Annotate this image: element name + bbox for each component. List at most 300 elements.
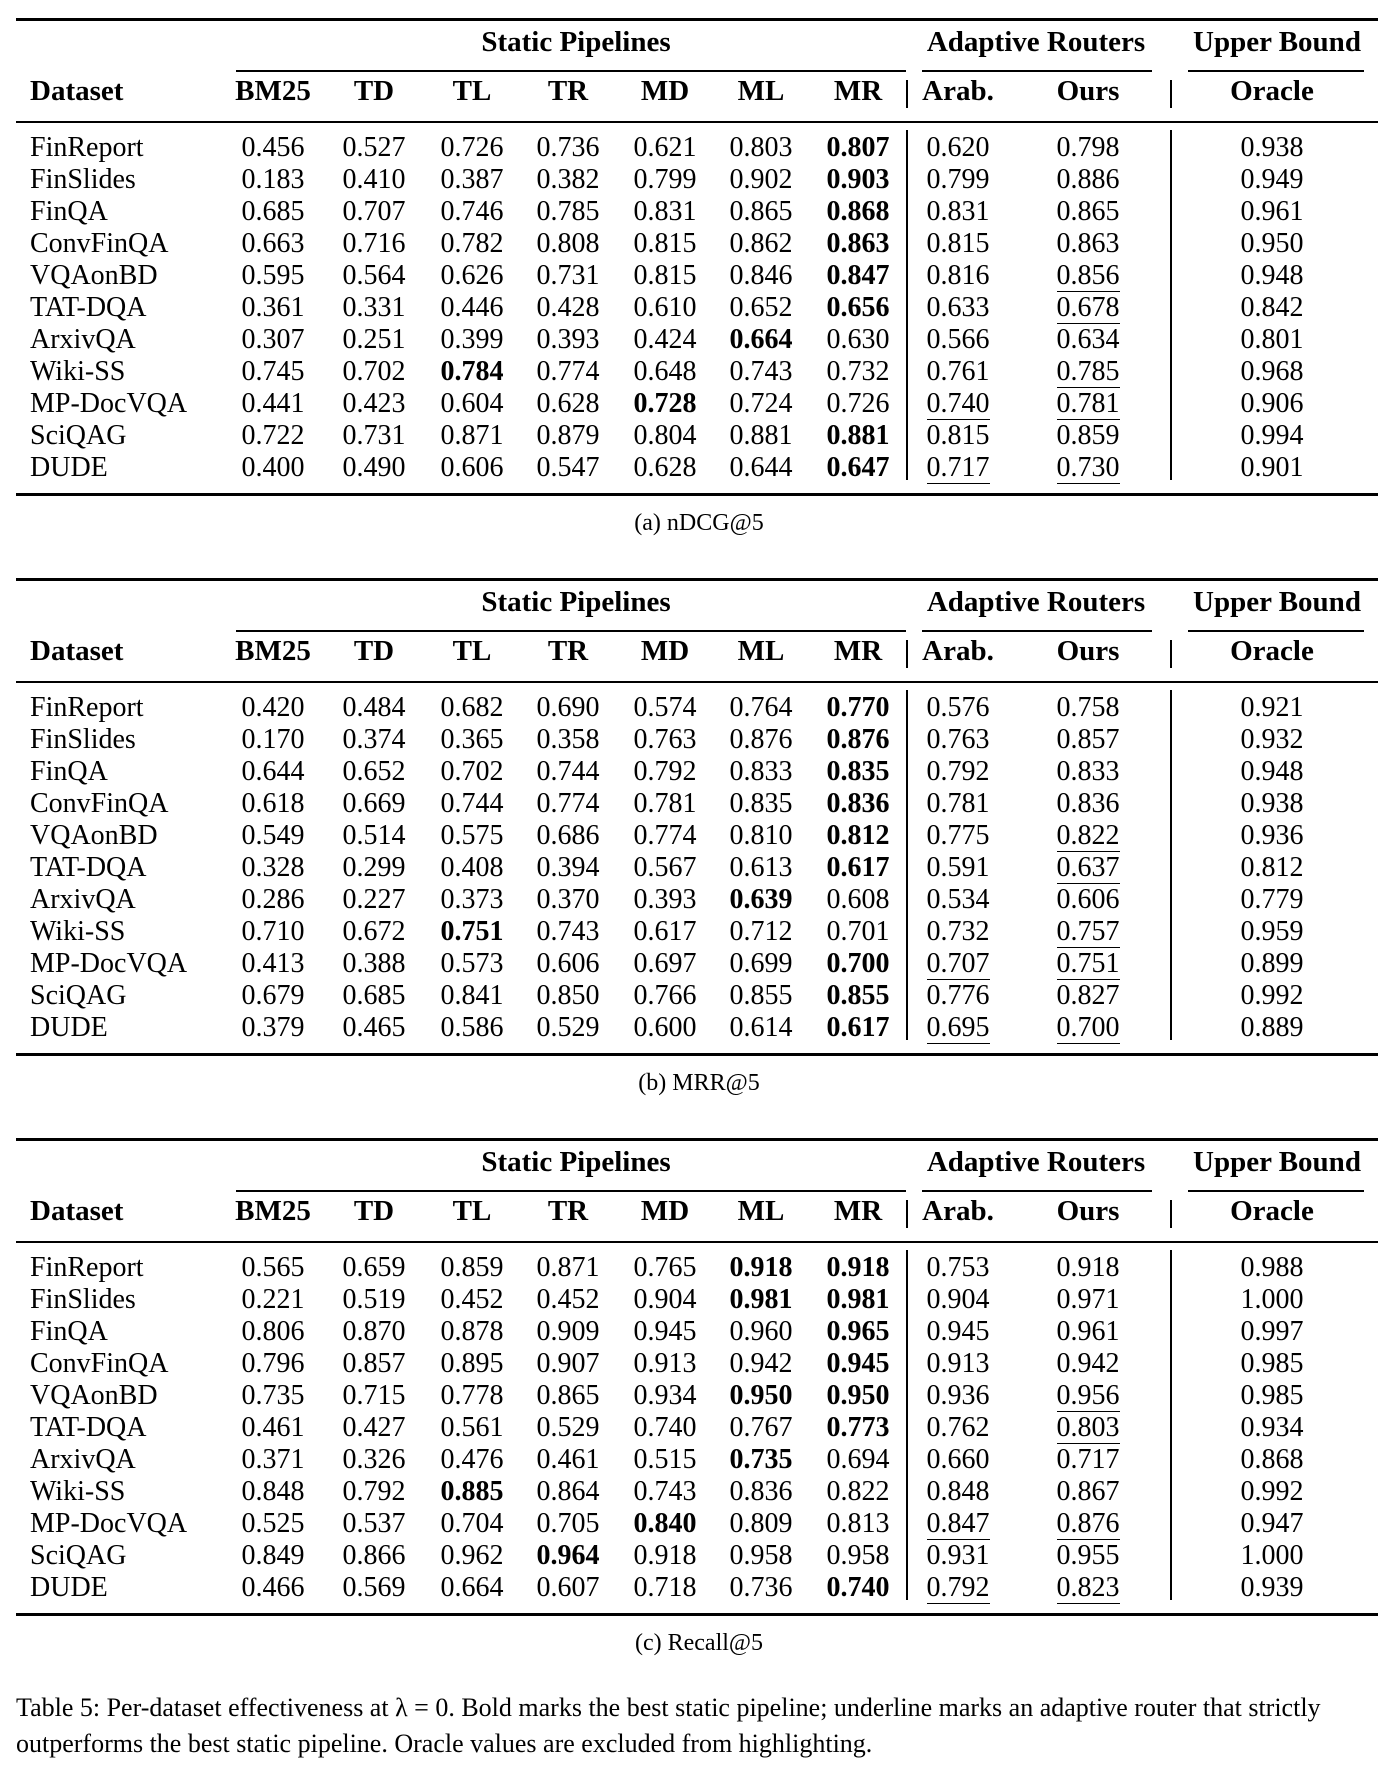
dataset-name: FinReport (30, 692, 144, 723)
cell-ours: 0.730 (1056, 452, 1120, 483)
cell-tr: 0.774 (536, 356, 600, 387)
cell-ml: 0.865 (729, 196, 793, 227)
cell-ml: 0.862 (729, 228, 793, 259)
cell-oracle: 0.899 (1240, 948, 1304, 979)
group-upper-bound: Upper Bound (1193, 586, 1361, 618)
cell-ml: 0.743 (729, 356, 793, 387)
table-row (16, 1284, 1378, 1316)
cell-ml: 0.712 (729, 916, 793, 947)
cell-oracle: 0.985 (1240, 1348, 1304, 1379)
col-header-td: TD (353, 1195, 395, 1227)
top-rule (16, 18, 1378, 21)
cell-md: 0.610 (633, 292, 697, 323)
cell-arab: 0.815 (926, 420, 990, 451)
cell-tr: 0.774 (536, 788, 600, 819)
cell-ours: 0.827 (1056, 980, 1120, 1011)
cell-bm25: 0.710 (241, 916, 305, 947)
cell-td: 0.685 (342, 980, 406, 1011)
cell-oracle: 0.938 (1240, 132, 1304, 163)
cell-ml: 0.881 (729, 420, 793, 451)
cell-ours: 0.823 (1056, 1572, 1120, 1603)
cell-td: 0.484 (342, 692, 406, 723)
cell-tl: 0.446 (440, 292, 504, 323)
col-header-md: MD (640, 1195, 690, 1227)
table-row (16, 1444, 1378, 1476)
cell-bm25: 0.849 (241, 1540, 305, 1571)
cell-bm25: 0.456 (241, 132, 305, 163)
cell-mr: 0.950 (826, 1380, 890, 1411)
header-rule (16, 121, 1378, 123)
cell-md: 0.815 (633, 260, 697, 291)
cell-ml: 0.644 (729, 452, 793, 483)
cell-tl: 0.746 (440, 196, 504, 227)
subtable-caption: (b) MRR@5 (638, 1070, 760, 1096)
cell-td: 0.388 (342, 948, 406, 979)
cell-tl: 0.408 (440, 852, 504, 883)
cell-ml: 0.981 (729, 1284, 793, 1315)
cell-md: 0.740 (633, 1412, 697, 1443)
dataset-name: FinSlides (30, 724, 136, 755)
cell-mr: 0.822 (826, 1476, 890, 1507)
cell-ours: 0.781 (1056, 388, 1120, 419)
cell-ml: 0.664 (729, 324, 793, 355)
cell-ml: 0.809 (729, 1508, 793, 1539)
cell-bm25: 0.735 (241, 1380, 305, 1411)
header-separator-1 (1170, 80, 1172, 108)
cell-td: 0.251 (342, 324, 406, 355)
cell-tl: 0.452 (440, 1284, 504, 1315)
table-row (16, 692, 1378, 724)
group-adaptive-routers: Adaptive Routers (926, 26, 1146, 58)
cell-md: 0.934 (633, 1380, 697, 1411)
cell-tr: 0.547 (536, 452, 600, 483)
cell-ml: 0.699 (729, 948, 793, 979)
cell-ours: 0.961 (1056, 1316, 1120, 1347)
table-row (16, 852, 1378, 884)
cell-td: 0.527 (342, 132, 406, 163)
cell-td: 0.652 (342, 756, 406, 787)
group-underline-2 (1188, 630, 1364, 632)
cell-md: 0.804 (633, 420, 697, 451)
cell-arab: 0.591 (926, 852, 990, 883)
col-header-tr: TR (547, 1195, 589, 1227)
cell-ml: 0.836 (729, 1476, 793, 1507)
cell-md: 0.567 (633, 852, 697, 883)
dataset-name: ConvFinQA (30, 1348, 169, 1379)
cell-tl: 0.784 (440, 356, 504, 387)
cell-arab: 0.707 (926, 948, 990, 979)
cell-ml: 0.902 (729, 164, 793, 195)
cell-oracle: 0.779 (1240, 884, 1304, 915)
cell-arab: 0.566 (926, 324, 990, 355)
dataset-name: Wiki-SS (30, 1476, 126, 1507)
cell-oracle: 0.985 (1240, 1380, 1304, 1411)
cell-mr: 0.732 (826, 356, 890, 387)
dataset-name: MP-DocVQA (30, 948, 188, 979)
cell-td: 0.537 (342, 1508, 406, 1539)
cell-tr: 0.628 (536, 388, 600, 419)
cell-ours: 0.803 (1056, 1412, 1120, 1443)
group-adaptive-routers: Adaptive Routers (926, 586, 1146, 618)
cell-ours: 0.822 (1056, 820, 1120, 851)
cell-tl: 0.778 (440, 1380, 504, 1411)
cell-arab: 0.815 (926, 228, 990, 259)
dataset-name: ConvFinQA (30, 228, 169, 259)
cell-tr: 0.690 (536, 692, 600, 723)
cell-arab: 0.848 (926, 1476, 990, 1507)
cell-oracle: 0.906 (1240, 388, 1304, 419)
col-header-dataset: Dataset (30, 75, 124, 107)
cell-tr: 0.529 (536, 1012, 600, 1043)
dataset-name: FinQA (30, 196, 108, 227)
table-row (16, 324, 1378, 356)
cell-ours: 0.700 (1056, 1012, 1120, 1043)
cell-md: 0.766 (633, 980, 697, 1011)
col-header-tr: TR (547, 75, 589, 107)
cell-arab: 0.775 (926, 820, 990, 851)
cell-bm25: 0.745 (241, 356, 305, 387)
cell-md: 0.913 (633, 1348, 697, 1379)
table-row (16, 916, 1378, 948)
cell-md: 0.904 (633, 1284, 697, 1315)
cell-ours: 0.863 (1056, 228, 1120, 259)
table-row (16, 1508, 1378, 1540)
cell-mr: 0.863 (826, 228, 890, 259)
cell-tl: 0.726 (440, 132, 504, 163)
cell-tl: 0.859 (440, 1252, 504, 1283)
col-header-oracle: Oracle (1230, 75, 1314, 107)
cell-bm25: 0.618 (241, 788, 305, 819)
subtable-a (16, 18, 1378, 483)
cell-md: 0.728 (633, 388, 697, 419)
cell-oracle: 0.992 (1240, 1476, 1304, 1507)
cell-oracle: 0.868 (1240, 1444, 1304, 1475)
cell-mr: 0.945 (826, 1348, 890, 1379)
top-rule (16, 1138, 1378, 1141)
table-row (16, 884, 1378, 916)
dataset-name: DUDE (30, 1012, 108, 1043)
dataset-name: TAT-DQA (30, 292, 147, 323)
cell-arab: 0.660 (926, 1444, 990, 1475)
cell-arab: 0.620 (926, 132, 990, 163)
cell-arab: 0.847 (926, 1508, 990, 1539)
cell-bm25: 0.679 (241, 980, 305, 1011)
cell-bm25: 0.371 (241, 1444, 305, 1475)
cell-oracle: 0.949 (1240, 164, 1304, 195)
cell-oracle: 0.961 (1240, 196, 1304, 227)
cell-td: 0.299 (342, 852, 406, 883)
table-row (16, 1572, 1378, 1604)
cell-mr: 0.630 (826, 324, 890, 355)
bottom-rule (16, 1613, 1378, 1616)
cell-bm25: 0.461 (241, 1412, 305, 1443)
cell-arab: 0.831 (926, 196, 990, 227)
cell-arab: 0.776 (926, 980, 990, 1011)
cell-arab: 0.904 (926, 1284, 990, 1315)
cell-tr: 0.743 (536, 916, 600, 947)
cell-tl: 0.751 (440, 916, 504, 947)
col-header-dataset: Dataset (30, 1195, 124, 1227)
cell-mr: 0.868 (826, 196, 890, 227)
cell-td: 0.569 (342, 1572, 406, 1603)
cell-oracle: 0.997 (1240, 1316, 1304, 1347)
cell-md: 0.628 (633, 452, 697, 483)
group-underline-2 (1188, 70, 1364, 72)
cell-ours: 0.751 (1056, 948, 1120, 979)
dataset-name: FinQA (30, 1316, 108, 1347)
table-row (16, 260, 1378, 292)
cell-ml: 0.835 (729, 788, 793, 819)
cell-oracle: 0.947 (1240, 1508, 1304, 1539)
dataset-name: SciQAG (30, 980, 127, 1011)
cell-bm25: 0.525 (241, 1508, 305, 1539)
table-row (16, 980, 1378, 1012)
col-header-td: TD (353, 635, 395, 667)
cell-oracle: 0.950 (1240, 228, 1304, 259)
table-row (16, 1476, 1378, 1508)
col-header-mr: MR (833, 75, 883, 107)
cell-tr: 0.964 (536, 1540, 600, 1571)
table-row (16, 388, 1378, 420)
cell-oracle: 0.921 (1240, 692, 1304, 723)
dataset-name: FinReport (30, 132, 144, 163)
cell-arab: 0.732 (926, 916, 990, 947)
group-underline-2 (1188, 1190, 1364, 1192)
group-underline-1 (922, 630, 1152, 632)
cell-arab: 0.945 (926, 1316, 990, 1347)
cell-bm25: 0.286 (241, 884, 305, 915)
cell-ours: 0.717 (1056, 1444, 1120, 1475)
subtable-caption: (a) nDCG@5 (634, 510, 764, 536)
cell-md: 0.763 (633, 724, 697, 755)
cell-td: 0.659 (342, 1252, 406, 1283)
col-header-tl: TL (452, 1195, 492, 1227)
cell-tl: 0.626 (440, 260, 504, 291)
cell-tr: 0.865 (536, 1380, 600, 1411)
cell-ours: 0.785 (1056, 356, 1120, 387)
cell-td: 0.707 (342, 196, 406, 227)
cell-bm25: 0.663 (241, 228, 305, 259)
cell-bm25: 0.379 (241, 1012, 305, 1043)
cell-md: 0.393 (633, 884, 697, 915)
cell-bm25: 0.420 (241, 692, 305, 723)
cell-md: 0.718 (633, 1572, 697, 1603)
cell-mr: 0.773 (826, 1412, 890, 1443)
col-header-md: MD (640, 635, 690, 667)
cell-td: 0.857 (342, 1348, 406, 1379)
cell-arab: 0.576 (926, 692, 990, 723)
cell-oracle: 0.938 (1240, 788, 1304, 819)
col-header-arab: Arab. (922, 635, 994, 667)
cell-tl: 0.682 (440, 692, 504, 723)
cell-ours: 0.865 (1056, 196, 1120, 227)
header-separator-1 (1170, 640, 1172, 668)
cell-tr: 0.705 (536, 1508, 600, 1539)
dataset-name: FinReport (30, 1252, 144, 1283)
cell-bm25: 0.466 (241, 1572, 305, 1603)
group-static-pipelines: Static Pipelines (481, 1146, 671, 1178)
cell-md: 0.815 (633, 228, 697, 259)
cell-ours: 0.971 (1056, 1284, 1120, 1315)
cell-ours: 0.678 (1056, 292, 1120, 323)
table-row (16, 756, 1378, 788)
cell-mr: 0.608 (826, 884, 890, 915)
cell-td: 0.715 (342, 1380, 406, 1411)
col-header-oracle: Oracle (1230, 1195, 1314, 1227)
cell-ml: 0.855 (729, 980, 793, 1011)
cell-md: 0.799 (633, 164, 697, 195)
group-static-pipelines: Static Pipelines (481, 26, 671, 58)
cell-oracle: 0.992 (1240, 980, 1304, 1011)
cell-mr: 0.694 (826, 1444, 890, 1475)
cell-bm25: 0.685 (241, 196, 305, 227)
bottom-rule (16, 1053, 1378, 1056)
dataset-name: DUDE (30, 452, 108, 483)
cell-bm25: 0.413 (241, 948, 305, 979)
cell-md: 0.697 (633, 948, 697, 979)
cell-tl: 0.604 (440, 388, 504, 419)
cell-arab: 0.740 (926, 388, 990, 419)
cell-tr: 0.850 (536, 980, 600, 1011)
table-row (16, 1252, 1378, 1284)
cell-td: 0.490 (342, 452, 406, 483)
cell-oracle: 0.948 (1240, 756, 1304, 787)
cell-oracle: 0.936 (1240, 820, 1304, 851)
cell-tr: 0.731 (536, 260, 600, 291)
header-separator-1 (1170, 1200, 1172, 1228)
cell-td: 0.519 (342, 1284, 406, 1315)
cell-oracle: 1.000 (1240, 1540, 1304, 1571)
group-static-pipelines: Static Pipelines (481, 586, 671, 618)
cell-bm25: 0.361 (241, 292, 305, 323)
cell-ml: 0.724 (729, 388, 793, 419)
cell-tl: 0.895 (440, 1348, 504, 1379)
cell-tl: 0.704 (440, 1508, 504, 1539)
cell-ml: 0.614 (729, 1012, 793, 1043)
cell-tr: 0.382 (536, 164, 600, 195)
cell-ours: 0.857 (1056, 724, 1120, 755)
cell-md: 0.600 (633, 1012, 697, 1043)
cell-tr: 0.428 (536, 292, 600, 323)
dataset-name: ArxivQA (30, 1444, 136, 1475)
cell-md: 0.781 (633, 788, 697, 819)
dataset-name: MP-DocVQA (30, 388, 188, 419)
cell-oracle: 1.000 (1240, 1284, 1304, 1315)
cell-mr: 0.740 (826, 1572, 890, 1603)
cell-oracle: 0.932 (1240, 724, 1304, 755)
dataset-name: ArxivQA (30, 324, 136, 355)
cell-ml: 0.876 (729, 724, 793, 755)
cell-ml: 0.960 (729, 1316, 793, 1347)
dataset-name: Wiki-SS (30, 916, 126, 947)
cell-td: 0.465 (342, 1012, 406, 1043)
cell-td: 0.331 (342, 292, 406, 323)
col-header-bm25: BM25 (235, 75, 311, 107)
cell-ml: 0.958 (729, 1540, 793, 1571)
header-rule (16, 1241, 1378, 1243)
cell-ours: 0.836 (1056, 788, 1120, 819)
cell-mr: 0.812 (826, 820, 890, 851)
cell-ours: 0.876 (1056, 1508, 1120, 1539)
cell-tl: 0.561 (440, 1412, 504, 1443)
dataset-name: SciQAG (30, 1540, 127, 1571)
cell-mr: 0.958 (826, 1540, 890, 1571)
top-rule (16, 578, 1378, 581)
cell-td: 0.731 (342, 420, 406, 451)
cell-tr: 0.529 (536, 1412, 600, 1443)
cell-md: 0.840 (633, 1508, 697, 1539)
cell-arab: 0.792 (926, 756, 990, 787)
col-header-bm25: BM25 (235, 635, 311, 667)
cell-tl: 0.373 (440, 884, 504, 915)
cell-ml: 0.735 (729, 1444, 793, 1475)
cell-oracle: 0.842 (1240, 292, 1304, 323)
cell-tr: 0.607 (536, 1572, 600, 1603)
cell-tr: 0.461 (536, 1444, 600, 1475)
col-header-ours: Ours (1056, 635, 1120, 667)
cell-mr: 0.617 (826, 1012, 890, 1043)
cell-tl: 0.387 (440, 164, 504, 195)
table-row (16, 948, 1378, 980)
cell-arab: 0.717 (926, 452, 990, 483)
dataset-name: MP-DocVQA (30, 1508, 188, 1539)
table-row (16, 164, 1378, 196)
table-row (16, 1412, 1378, 1444)
cell-arab: 0.781 (926, 788, 990, 819)
col-header-md: MD (640, 75, 690, 107)
cell-arab: 0.762 (926, 1412, 990, 1443)
cell-oracle: 0.988 (1240, 1252, 1304, 1283)
cell-ours: 0.918 (1056, 1252, 1120, 1283)
cell-ml: 0.833 (729, 756, 793, 787)
col-header-arab: Arab. (922, 75, 994, 107)
subtable-c (16, 1138, 1378, 1603)
col-header-ml: ML (737, 635, 785, 667)
table-row (16, 724, 1378, 756)
group-adaptive-routers: Adaptive Routers (926, 1146, 1146, 1178)
col-header-ours: Ours (1056, 1195, 1120, 1227)
cell-ours: 0.757 (1056, 916, 1120, 947)
cell-tr: 0.907 (536, 1348, 600, 1379)
cell-tl: 0.962 (440, 1540, 504, 1571)
cell-tr: 0.909 (536, 1316, 600, 1347)
cell-oracle: 0.812 (1240, 852, 1304, 883)
cell-mr: 0.807 (826, 132, 890, 163)
cell-td: 0.792 (342, 1476, 406, 1507)
cell-tl: 0.841 (440, 980, 504, 1011)
cell-tr: 0.785 (536, 196, 600, 227)
cell-md: 0.617 (633, 916, 697, 947)
cell-mr: 0.981 (826, 1284, 890, 1315)
table-row (16, 1012, 1378, 1044)
col-header-tr: TR (547, 635, 589, 667)
cell-arab: 0.816 (926, 260, 990, 291)
cell-oracle: 0.801 (1240, 324, 1304, 355)
table-row (16, 420, 1378, 452)
cell-tl: 0.476 (440, 1444, 504, 1475)
cell-tl: 0.575 (440, 820, 504, 851)
dataset-name: VQAonBD (30, 260, 158, 291)
cell-mr: 0.726 (826, 388, 890, 419)
cell-md: 0.424 (633, 324, 697, 355)
cell-oracle: 0.968 (1240, 356, 1304, 387)
cell-tl: 0.744 (440, 788, 504, 819)
dataset-name: Wiki-SS (30, 356, 126, 387)
col-header-bm25: BM25 (235, 1195, 311, 1227)
header-separator-0 (906, 640, 908, 668)
table-row (16, 1316, 1378, 1348)
cell-md: 0.774 (633, 820, 697, 851)
